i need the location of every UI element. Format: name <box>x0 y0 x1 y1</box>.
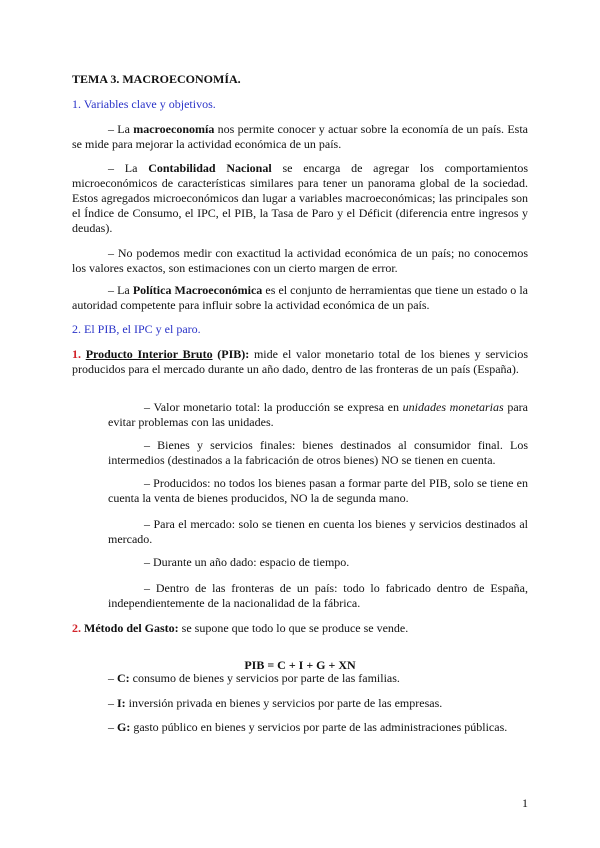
sub-valor-monetario: – Valor monetario total: la producción se expresa en unidades monetarias para evitar problemas con las unidades. <box>108 400 528 429</box>
pib-formula: PIB = C + I + G + XN <box>244 658 356 672</box>
sub-producidos: – Producidos: no todos los bienes pasan a formar parte del PIB, solo se tiene en cuenta la venta de bienes producidos, NO la de segunda mano. <box>108 476 528 505</box>
component-g: – G: gasto público en bienes y servicios por parte de las administraciones públicas. <box>108 720 508 734</box>
paragraph-contabilidad-nacional: – La Contabilidad Nacional se encarga de agregar los comportamientos microeconómicos de características similares para tener un panorama global de la sociedad. Estos agregados microeconómicos dan lugar a variables macroeconómicas; las principales son el Índice de Consumo, el IPC, el PIB, la Tasa de Paro y el Déficit (diferencia entre ingresos y deudas). <box>72 161 528 235</box>
sub-para-el-mercado: – Para el mercado: solo se tienen en cuenta los bienes y servicios destinados al mercado. <box>108 517 528 546</box>
page-number: 1 <box>522 796 528 810</box>
section2-heading: 2. El PIB, el IPC y el paro. <box>72 322 201 336</box>
paragraph-politica-macroeconomica: – La Política Macroeconómica es el conjunto de herramientas que tiene un estado o la autoridad competente para influir sobre la actividad económica de un país. <box>72 283 529 312</box>
document-title: TEMA 3. MACROECONOMÍA. <box>72 72 241 86</box>
sub-durante-un-ano: – Durante un año dado: espacio de tiempo. <box>144 555 350 569</box>
component-c: – C: consumo de bienes y servicios por parte de las familias. <box>108 671 400 685</box>
item-pib-definition: 1. Producto Interior Bruto (PIB): mide el valor monetario total de los bienes y servicios producidos para el mercado durante un año dado, dentro de las fronteras de un país (España). <box>72 347 528 376</box>
item-metodo-gasto: 2. Método del Gasto: se supone que todo lo que se produce se vende. <box>72 621 409 635</box>
component-i: – I: inversión privada en bienes y servicios por parte de las empresas. <box>108 696 443 710</box>
section1-heading: 1. Variables clave y objetivos. <box>72 97 216 111</box>
sub-bienes-finales: – Bienes y servicios finales: bienes destinados al consumidor final. Los intermedios (destinados a la fabricación de otros bienes) NO se tienen en cuenta. <box>108 438 528 467</box>
sub-dentro-fronteras: – Dentro de las fronteras de un país: todo lo fabricado dentro de España, independientemente de la nacionalidad de la fábrica. <box>108 581 528 610</box>
paragraph-macroeconomia: – La macroeconomía nos permite conocer y actuar sobre la economía de un país. Esta se mide para mejorar la actividad económica de un país. <box>72 122 529 151</box>
paragraph-medicion: – No podemos medir con exactitud la actividad económica de un país; no conocemos los valores exactos, son estimaciones con un cierto margen de error. <box>72 246 528 275</box>
